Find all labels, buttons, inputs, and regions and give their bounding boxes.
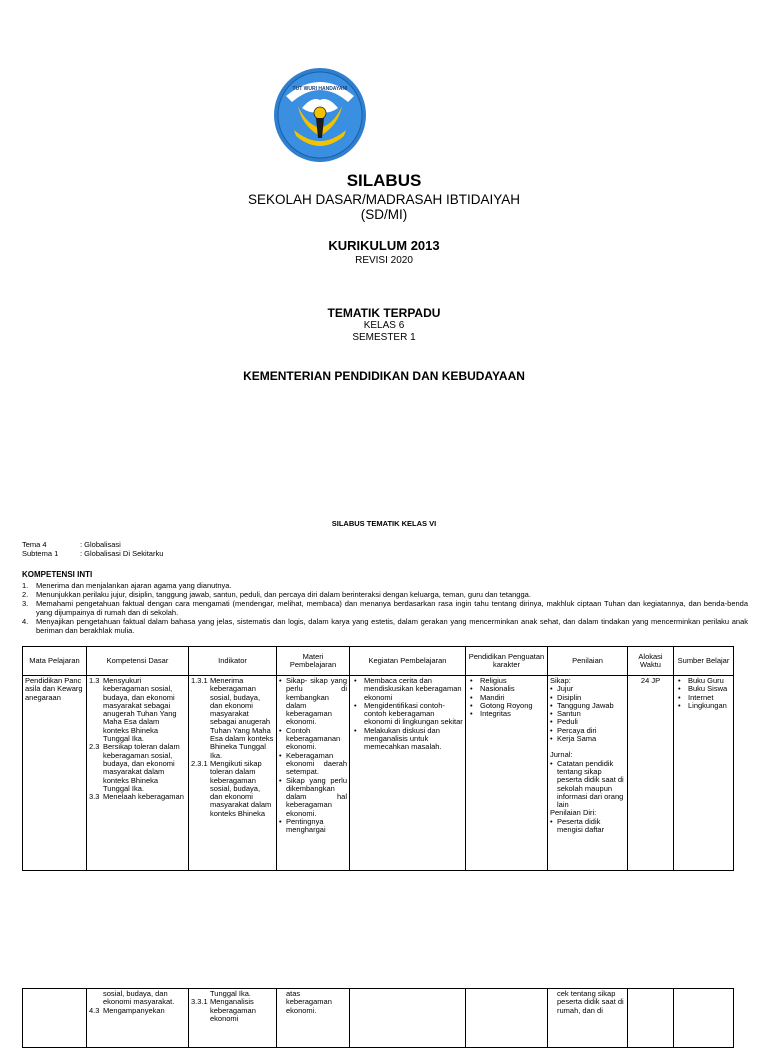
subtema-label: Subtema 1 bbox=[22, 549, 59, 558]
theme-type: TEMATIK TERPADU bbox=[327, 306, 441, 320]
col-header: Alokasi Waktu bbox=[628, 647, 674, 676]
cell-mapel bbox=[23, 989, 87, 1048]
cell-karakter bbox=[466, 989, 548, 1048]
col-header: Sumber Belajar bbox=[674, 647, 734, 676]
class-label: KELAS 6 bbox=[363, 320, 405, 331]
cell-penilaian: cek tentang sikap peserta didik saat di rumah, dan di bbox=[548, 989, 628, 1048]
cell-sumber: • Buku Guru • Buku Siswa • Internet • Lingkungan bbox=[674, 676, 734, 871]
list-item: 3. Memahami pengetahuan faktual dengan cara mengamati (mendengar, melihat, membaca) dan menanya berdasarkan rasa ingin tahu tentang dirinya, makhluk ciptaan Tuhan dan kegiatannya, dan benda-benda yang dijumpainya di rumah dan di sekolah. bbox=[22, 599, 748, 617]
tut-wuri-handayani-logo bbox=[272, 66, 368, 164]
revision: REVISI 2020 bbox=[355, 255, 413, 266]
school-abbr: (SD/MI) bbox=[360, 207, 408, 222]
cell-indikator: Tunggal Ika. 3.3.1 Menganalisis keberagaman ekonomi bbox=[189, 989, 277, 1048]
cell-kd: sosial, budaya, dan ekonomi masyarakat. 4.3 Mengampanyekan bbox=[87, 989, 189, 1048]
col-header: Materi Pembelajaran bbox=[277, 647, 350, 676]
cell-materi: atas keberagaman ekonomi. bbox=[277, 989, 350, 1048]
tema-label: Tema 4 bbox=[22, 540, 47, 549]
curriculum: KURIKULUM 2013 bbox=[328, 238, 440, 253]
syllabus-table-continued bbox=[22, 988, 734, 1048]
table-row bbox=[23, 676, 734, 871]
cell-sumber bbox=[674, 989, 734, 1048]
col-header: Kegiatan Pembelajaran bbox=[350, 647, 466, 676]
cell-alokasi: 24 JP bbox=[628, 676, 674, 871]
cell-penilaian: Sikap: • Jujur • Disiplin • Tanggung Jawab • Santun • Peduli • Percaya diri • Kerja Sama Jurnal: • Catatan pendidik tentang sikap peserta didik saat di sekolah maupun informasi dari orang lain Penilaian Diri: • Peserta didik mengisi daftar bbox=[548, 676, 628, 871]
cell-kegiatan bbox=[350, 989, 466, 1048]
semester-label: SEMESTER 1 bbox=[352, 332, 416, 343]
kompetensi-inti-title: KOMPETENSI INTI bbox=[22, 570, 93, 579]
cell-indikator: 1.3.1 Menerima keberagaman sosial, budaya, dan ekonomi masyarakat sebagai anugerah Tuhan Yang Maha Esa dalam konteks Bhineka Tunggal Ika. 2.3.1 Mengikuti sikap toleran dalam keberagaman sosial, budaya, dan ekonomi masyarakat dalam konteks Bhineka bbox=[189, 676, 277, 871]
table-header-row bbox=[23, 647, 734, 676]
col-header: Indikator bbox=[189, 647, 277, 676]
col-header: Pendidikan Penguatan karakter bbox=[466, 647, 548, 676]
col-header: Kompetensi Dasar bbox=[87, 647, 189, 676]
list-item: 1. Menerima dan menjalankan ajaran agama yang dianutnya. bbox=[22, 581, 232, 590]
svg-text:TUT WURI HANDAYANI: TUT WURI HANDAYANI bbox=[292, 86, 348, 92]
page-title: SILABUS bbox=[346, 171, 422, 190]
subtema-value: : Globalisasi Di Sekitarku bbox=[80, 549, 164, 558]
col-header: Penilaian bbox=[548, 647, 628, 676]
kompetensi-inti-list bbox=[22, 581, 748, 635]
cell-materi: • Sikap- sikap yang perlu di kembangkan dalam keberagaman ekonomi. • Contoh keberagamanan ekonomi. • Keberagaman ekonomi daerah setempat. • Sikap yang perlu dikembangkan dalam hal keberagaman ekonomi. • Pentingnya menghargai bbox=[277, 676, 350, 871]
list-item: 4. Menyajikan pengetahuan faktual dalam bahasa yang jelas, sistematis dan logis, dalam karya yang estetis, dalam gerakan yang mencerminkan anak sehat, dan dalam tindakan yang mencerminkan perilaku anak beriman dan berakhlak mulia. bbox=[22, 617, 748, 635]
cell-kd: 1.3 Mensyukuri keberagaman sosial, budaya, dan ekonomi masyarakat sebagai anugerah Tuhan Yang Maha Esa dalam konteks Bhineka Tunggal Ika. 2.3 Bersikap toleran dalam keberagaman sosial, budaya, dan ekonomi masyarakat dalam konteks Bhineka Tunggal Ika. 3.3 Menelaah keberagaman bbox=[87, 676, 189, 871]
cell-kegiatan: • Membaca cerita dan mendiskusikan keberagaman ekonomi • Mengidentifikasi contoh-contoh keberagaman ekonomi di lingkungan sekitar • Melakukan diskusi dan menganalisis untuk memecahkan masalah. bbox=[350, 676, 466, 871]
list-item: 2. Menunjukkan perilaku jujur, disiplin, tanggung jawab, santun, peduli, dan percaya diri dalam berinteraksi dengan keluarga, teman, guru dan tetangga. bbox=[22, 590, 531, 599]
school-name: SEKOLAH DASAR/MADRASAH IBTIDAIYAH bbox=[247, 192, 521, 207]
cell-mapel: Pendidikan Pancasila dan Kewarganegaraan bbox=[23, 676, 87, 871]
syllabus-table bbox=[22, 646, 734, 871]
col-header: Mata Pelajaran bbox=[23, 647, 87, 676]
tema-value: : Globalisasi bbox=[80, 540, 121, 549]
section-title: SILABUS TEMATIK KELAS VI bbox=[331, 519, 437, 528]
cell-alokasi bbox=[628, 989, 674, 1048]
table-row bbox=[23, 989, 734, 1048]
cell-karakter: • Religius • Nasionalis • Mandiri • Gotong Royong • Integritas bbox=[466, 676, 548, 871]
ministry-name: KEMENTERIAN PENDIDIKAN DAN KEBUDAYAAN bbox=[243, 369, 525, 383]
